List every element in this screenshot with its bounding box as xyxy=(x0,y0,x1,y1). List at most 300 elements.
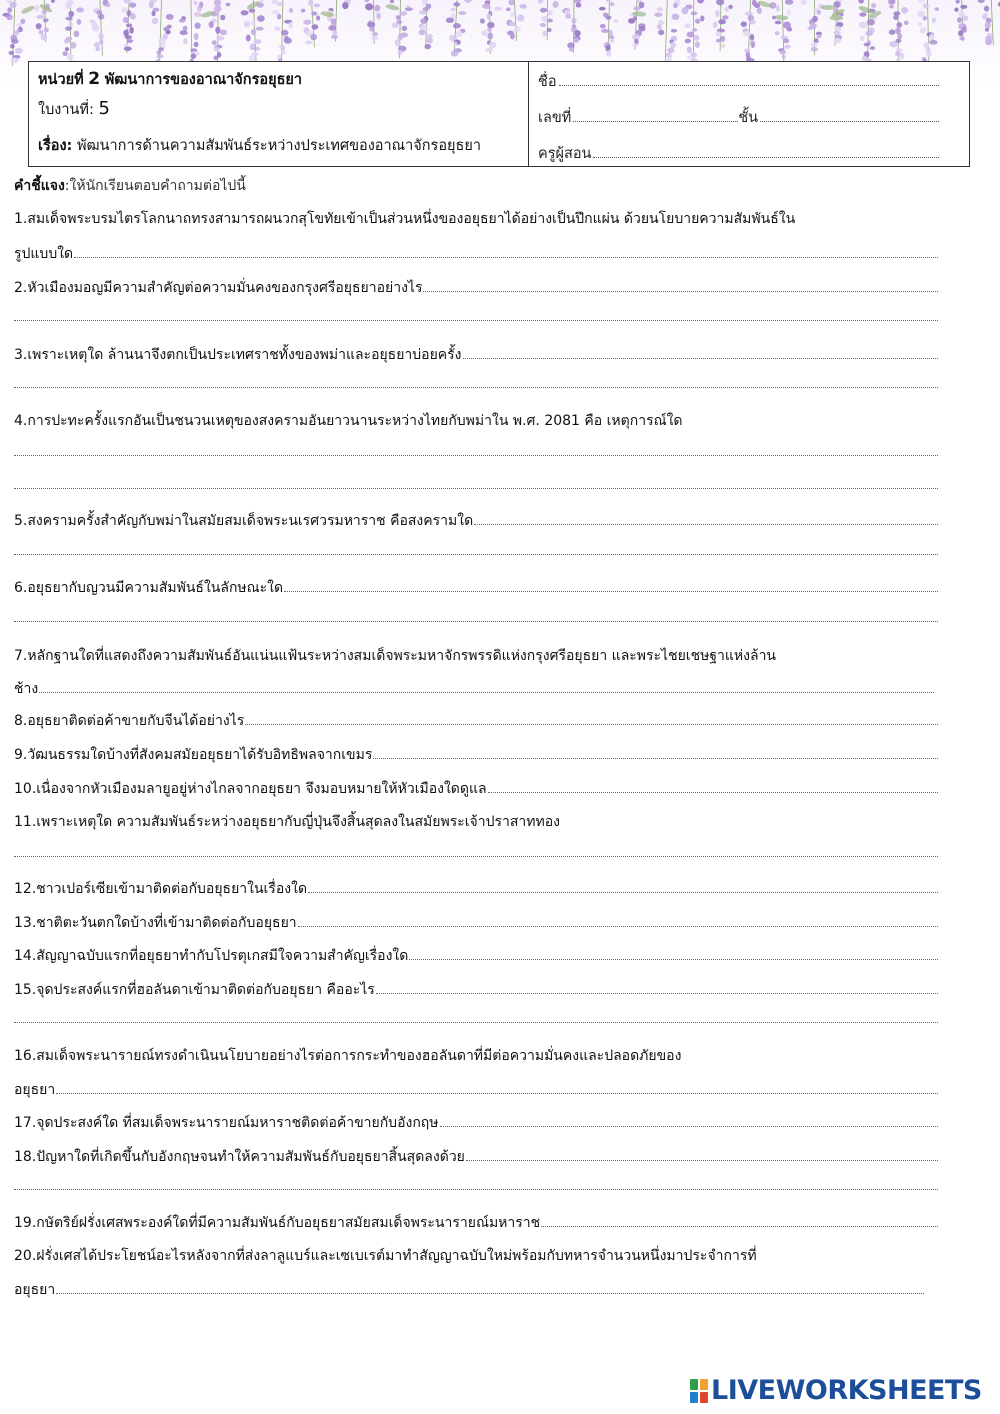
wisteria-petal xyxy=(601,29,609,33)
wisteria-petal xyxy=(11,39,19,44)
wisteria-petal xyxy=(191,53,197,59)
wisteria-petal xyxy=(811,47,818,52)
wisteria-petal xyxy=(576,3,582,8)
wisteria-petal xyxy=(610,2,614,6)
wisteria-petal xyxy=(609,35,615,39)
wisteria-petal xyxy=(978,0,985,3)
liveworksheets-logo-icon xyxy=(690,1379,708,1403)
wisteria-petal xyxy=(984,6,989,12)
wisteria-petal xyxy=(918,0,925,2)
sheet-label: ใบงานที่: xyxy=(38,102,94,118)
wisteria-petal xyxy=(613,19,619,23)
wisteria-petal xyxy=(39,30,44,35)
wisteria-petal xyxy=(599,7,606,11)
wisteria-petal xyxy=(565,13,571,18)
question-text: 1.สมเด็จพระบรมไตรโลกนาถทรงสามารถผนวกสุโขทัยเข้าเป็นส่วนหนึ่งของอยุธยาได้อย่างเป็นปึกแผ่น ด้วยนโยบายความสัมพันธ์ใน xyxy=(14,211,796,227)
question-text: 9.วัฒนธรรมใดบ้างที่สังคมสมัยอยุธยาได้รับอิทธิพลจากเขมร xyxy=(14,747,373,763)
wisteria-petal xyxy=(284,37,292,43)
wisteria-petal xyxy=(149,1,154,8)
wisteria-petal xyxy=(251,20,255,25)
wisteria-petal xyxy=(959,37,964,41)
answer-line[interactable] xyxy=(14,553,938,555)
wisteria-petal xyxy=(775,31,780,35)
wisteria-petal xyxy=(215,27,220,34)
question-13[interactable] xyxy=(14,912,938,934)
answer-blank[interactable] xyxy=(440,1115,939,1127)
answer-blank[interactable] xyxy=(245,713,938,725)
wisteria-petal xyxy=(658,20,664,25)
wisteria-petal xyxy=(7,7,12,13)
question-text: 10.เนื่องจากหัวเมืองมลายูอยู่ห่างไกลจากอยุธยา จึงมอบหมายให้หัวเมืองใดดูแล xyxy=(14,781,487,797)
wisteria-petal xyxy=(923,16,927,20)
wisteria-petal xyxy=(158,38,166,44)
wisteria-petal xyxy=(36,23,42,29)
instructions-label: คำชี้แจง xyxy=(14,178,65,194)
wisteria-petal xyxy=(900,53,905,60)
wisteria-petal xyxy=(51,0,55,3)
wisteria-petal xyxy=(836,22,843,27)
wisteria-petal xyxy=(152,11,156,17)
topic-line xyxy=(38,134,481,157)
question-text: 8.อยุธยาติดต่อค้าขายกับจีนได้อย่างไร xyxy=(14,713,245,729)
wisteria-petal xyxy=(684,23,691,28)
wisteria-petal xyxy=(751,42,755,48)
question-5[interactable] xyxy=(14,510,938,532)
wisteria-petal xyxy=(96,47,100,51)
question-6[interactable] xyxy=(14,577,938,599)
wisteria-petal xyxy=(695,41,700,48)
question-text: 13.ชาติตะวันตกใดบ้างที่เข้ามาติดต่อกับอยุธยา xyxy=(14,915,297,931)
wisteria-petal xyxy=(369,26,374,31)
wisteria-petal xyxy=(506,7,511,11)
worksheet-header xyxy=(28,61,970,167)
question-1-cont[interactable] xyxy=(14,243,938,265)
wisteria-petal xyxy=(64,39,70,44)
wisteria-petal xyxy=(99,34,104,41)
question-9[interactable] xyxy=(14,744,938,766)
wisteria-petal xyxy=(923,3,929,9)
wisteria-petal xyxy=(743,31,751,37)
wisteria-petal xyxy=(482,4,490,9)
wisteria-petal xyxy=(36,15,43,19)
wisteria-petal xyxy=(426,34,433,38)
wisteria-petal xyxy=(68,11,74,17)
wisteria-petal xyxy=(520,4,527,9)
wisteria-petal xyxy=(451,8,456,12)
wisteria-petal xyxy=(957,17,962,23)
wisteria-petal xyxy=(10,58,18,63)
liveworksheets-logo[interactable] xyxy=(690,1375,982,1406)
wisteria-petal xyxy=(33,5,39,12)
wisteria-petal xyxy=(402,26,408,31)
wisteria-petal xyxy=(395,42,400,47)
wisteria-petal xyxy=(301,9,306,13)
question-text: อยุธยา xyxy=(14,1282,56,1298)
wisteria-petal xyxy=(98,14,105,20)
wisteria-petal xyxy=(489,42,496,49)
wisteria-leaf xyxy=(20,4,35,15)
wisteria-petal xyxy=(99,40,103,44)
wisteria-petal xyxy=(124,46,132,50)
wisteria-petal xyxy=(833,31,840,35)
wisteria-petal xyxy=(898,33,903,40)
header-info xyxy=(29,62,529,166)
wisteria-petal xyxy=(485,48,493,52)
wisteria-petal xyxy=(787,9,791,15)
instructions-text: :ให้นักเรียนตอบคำถามต่อไปนี้ xyxy=(64,178,246,194)
class-blank[interactable] xyxy=(760,109,939,122)
wisteria-petal xyxy=(716,32,722,37)
question-text: 4.การปะทะครั้งแรกอันเป็นชนวนเหตุของสงครามอันยาวนานระหว่างไทยกับพม่าใน พ.ศ. 2081 คือ เหตุการณ์ใด xyxy=(14,413,683,429)
wisteria-petal xyxy=(9,51,15,55)
question-12[interactable] xyxy=(14,878,938,900)
question-2[interactable] xyxy=(14,277,938,299)
wisteria-petal xyxy=(374,5,380,12)
wisteria-petal xyxy=(681,7,688,14)
wisteria-petal xyxy=(14,30,19,35)
wisteria-petal xyxy=(958,30,963,36)
wisteria-petal xyxy=(954,8,958,12)
wisteria-petal xyxy=(870,46,875,50)
wisteria-petal xyxy=(183,38,188,44)
wisteria-petal xyxy=(750,34,754,41)
wisteria-petal xyxy=(573,37,579,43)
wisteria-petal xyxy=(780,50,787,55)
wisteria-petal xyxy=(901,7,908,13)
wisteria-petal xyxy=(654,13,662,17)
wisteria-petal xyxy=(509,22,516,26)
answer-blank[interactable] xyxy=(56,1082,938,1094)
wisteria-petal xyxy=(453,42,458,46)
answer-line[interactable] xyxy=(14,1021,938,1023)
wisteria-petal xyxy=(985,28,989,32)
answer-line[interactable] xyxy=(14,386,938,388)
wisteria-petal xyxy=(610,39,615,43)
question-text: 11.เพราะเหตุใด ความสัมพันธ์ระหว่างอยุธยากับญี่ปุ่นจึงสิ้นสุดลงในสมัยพระเจ้าปราสาททอง xyxy=(14,814,560,830)
wisteria-petal xyxy=(889,5,894,9)
wisteria-petal xyxy=(494,7,501,11)
wisteria-petal xyxy=(782,55,786,59)
question-text: รูปแบบใด xyxy=(14,246,74,262)
wisteria-petal xyxy=(888,0,895,5)
wisteria-petal xyxy=(864,43,871,47)
wisteria-petal xyxy=(213,56,218,61)
unit-line xyxy=(38,68,302,91)
wisteria-petal xyxy=(867,19,875,26)
teacher-field[interactable] xyxy=(538,142,939,165)
wisteria-petal xyxy=(65,2,72,8)
wisteria-petal xyxy=(785,0,793,5)
wisteria-petal xyxy=(254,39,262,44)
wisteria-petal xyxy=(697,0,704,3)
wisteria-petal xyxy=(165,30,170,35)
answer-blank[interactable] xyxy=(56,1282,924,1294)
wisteria-petal xyxy=(487,13,491,20)
wisteria-petal xyxy=(858,0,863,4)
answer-blank[interactable] xyxy=(541,1215,938,1227)
answer-blank[interactable] xyxy=(308,881,938,893)
wisteria-petal xyxy=(693,35,699,41)
wisteria-petal xyxy=(692,28,697,32)
wisteria-petal xyxy=(241,10,249,15)
wisteria-petal xyxy=(487,28,491,32)
wisteria-petal xyxy=(220,29,227,35)
wisteria-petal xyxy=(123,0,131,4)
wisteria-petal xyxy=(700,15,704,21)
number-class-field[interactable] xyxy=(538,106,939,129)
wisteria-petal xyxy=(728,5,733,9)
answer-line[interactable] xyxy=(14,1188,938,1190)
answer-blank[interactable] xyxy=(373,747,938,759)
question-18[interactable] xyxy=(14,1146,938,1168)
answer-line[interactable] xyxy=(14,454,938,456)
wisteria-petal xyxy=(784,45,791,49)
wisteria-petal xyxy=(74,31,80,38)
question-3[interactable] xyxy=(14,344,938,366)
wisteria-petal xyxy=(121,7,127,12)
name-blank[interactable] xyxy=(559,73,939,86)
answer-line[interactable] xyxy=(14,319,938,321)
question-16-cont[interactable] xyxy=(14,1079,938,1101)
wisteria-petal xyxy=(569,47,574,52)
wisteria-petal xyxy=(209,21,214,28)
question-11 xyxy=(14,811,938,833)
wisteria-petal xyxy=(214,6,222,12)
answer-blank[interactable] xyxy=(474,513,938,525)
wisteria-petal xyxy=(43,18,49,22)
wisteria-petal xyxy=(365,3,373,10)
class-label: ชั้น xyxy=(738,110,759,126)
wisteria-petal xyxy=(835,26,841,31)
unit-title: พัฒนาการของอาณาจักรอยุธยา xyxy=(104,72,303,88)
wisteria-petal xyxy=(289,8,293,13)
question-8[interactable] xyxy=(14,710,938,732)
wisteria-petal xyxy=(749,20,756,24)
wisteria-petal xyxy=(487,32,493,39)
wisteria-petal xyxy=(281,30,288,36)
wisteria-petal xyxy=(105,3,110,7)
wisteria-petal xyxy=(303,19,311,24)
question-text: 5.สงครามครั้งสำคัญกับพม่าในสมัยสมเด็จพระนเรศวรมหาราช คือสงครามใด xyxy=(14,513,474,529)
topic-text: พัฒนาการด้านความสัมพันธ์ระหว่างประเทศของอาณาจักรอยุธยา xyxy=(76,138,482,154)
answer-blank[interactable] xyxy=(39,681,934,693)
wisteria-petal xyxy=(328,25,336,30)
wisteria-petal xyxy=(44,27,49,32)
wisteria-petal xyxy=(65,26,72,30)
wisteria-petal xyxy=(553,1,559,8)
wisteria-petal xyxy=(9,2,16,8)
wisteria-leaf xyxy=(385,3,400,11)
answer-blank[interactable] xyxy=(298,915,938,927)
wisteria-petal xyxy=(514,26,521,32)
wisteria-petal xyxy=(628,18,635,24)
name-field[interactable] xyxy=(538,70,939,93)
wisteria-petal xyxy=(129,2,136,7)
wisteria-petal xyxy=(41,34,47,41)
question-text: 2.หัวเมืองมอญมีความสำคัญต่อความมั่นคงของกรุงศรีอยุธยาอย่างไร xyxy=(14,280,423,296)
wisteria-petal xyxy=(865,31,872,36)
question-7 xyxy=(14,645,938,667)
wisteria-petal xyxy=(540,8,547,13)
wisteria-petal xyxy=(194,12,202,17)
answer-blank[interactable] xyxy=(376,982,938,994)
wisteria-petal xyxy=(256,27,264,31)
wisteria-petal xyxy=(671,42,676,48)
wisteria-petal xyxy=(216,36,224,41)
question-17[interactable] xyxy=(14,1112,938,1134)
wisteria-petal xyxy=(606,0,611,2)
number-label: เลขที่ xyxy=(538,110,572,126)
wisteria-petal xyxy=(811,42,818,47)
wisteria-petal xyxy=(721,44,726,48)
student-fields xyxy=(529,62,969,166)
question-20-cont[interactable] xyxy=(14,1279,924,1301)
wisteria-petal xyxy=(342,2,348,9)
wisteria-petal xyxy=(671,29,677,33)
wisteria-petal xyxy=(801,0,807,5)
wisteria-petal xyxy=(419,10,427,14)
wisteria-petal xyxy=(722,15,729,19)
name-label: ชื่อ xyxy=(538,74,557,90)
wisteria-petal xyxy=(918,22,922,27)
wisteria-petal xyxy=(249,9,256,13)
wisteria-petal xyxy=(923,42,929,48)
wisteria-leaf xyxy=(774,15,788,21)
wisteria-petal xyxy=(893,15,899,20)
wisteria-petal xyxy=(397,50,402,55)
wisteria-petal xyxy=(425,44,432,49)
question-15[interactable] xyxy=(14,979,938,1001)
question-7-cont[interactable] xyxy=(14,678,934,700)
answer-line[interactable] xyxy=(14,855,938,857)
sheet-number: 5 xyxy=(98,98,110,119)
wisteria-petal xyxy=(657,7,663,11)
wisteria-petal xyxy=(932,17,936,23)
wisteria-petal xyxy=(985,22,991,29)
question-text: 16.สมเด็จพระนารายณ์ทรงดำเนินนโยบายอย่างไรต่อการกระทำของฮอลันดาที่มีต่อความมั่นคงและปลอดภัยของ xyxy=(14,1048,682,1064)
wisteria-petal xyxy=(960,5,967,9)
wisteria-petal xyxy=(542,31,547,37)
wisteria-petal xyxy=(6,14,12,20)
wisteria-petal xyxy=(316,15,320,20)
wisteria-petal xyxy=(926,51,931,57)
answer-line[interactable] xyxy=(14,620,938,622)
answer-blank[interactable] xyxy=(466,1149,938,1161)
wisteria-stem xyxy=(311,0,314,47)
wisteria-petal xyxy=(834,38,841,44)
wisteria-petal xyxy=(757,7,762,13)
teacher-blank[interactable] xyxy=(593,145,939,158)
question-19[interactable] xyxy=(14,1212,938,1234)
wisteria-petal xyxy=(257,15,265,22)
wisteria-petal xyxy=(481,30,487,36)
wisteria-petal xyxy=(156,50,161,54)
question-1 xyxy=(14,208,938,230)
wisteria-petal xyxy=(311,24,318,29)
wisteria-petal xyxy=(405,7,413,11)
question-20 xyxy=(14,1245,938,1267)
wisteria-petal xyxy=(896,22,902,28)
answer-line[interactable] xyxy=(14,487,938,489)
wisteria-petal xyxy=(929,40,937,45)
question-text: 15.จุดประสงค์แรกที่ฮอลันดาเข้ามาติดต่อกับอยุธยา คืออะไร xyxy=(14,982,375,998)
wisteria-petal xyxy=(775,21,782,25)
question-text: ช้าง xyxy=(14,681,39,697)
wisteria-petal xyxy=(547,19,553,23)
wisteria-petal xyxy=(197,5,202,11)
wisteria-petal xyxy=(244,21,251,27)
question-text: 7.หลักฐานใดที่แสดงถึงความสัมพันธ์อันแน่นแฟ้นระหว่างสมเด็จพระมหาจักรพรรดิแห่งกรุงศรีอยุธยา และพระไชยเชษฐาแห่งล้าน xyxy=(14,648,777,664)
wisteria-petal xyxy=(166,14,174,20)
wisteria-petal xyxy=(392,23,399,28)
wisteria-petal xyxy=(77,19,82,25)
wisteria-petal xyxy=(310,34,317,40)
wisteria-petal xyxy=(538,0,543,3)
wisteria-petal xyxy=(331,35,338,39)
wisteria-petal xyxy=(817,10,821,15)
wisteria-petal xyxy=(600,24,606,29)
wisteria-petal xyxy=(456,30,463,37)
wisteria-petal xyxy=(289,22,293,29)
wisteria-petal xyxy=(904,21,909,25)
wisteria-petal xyxy=(371,35,378,40)
wisteria-petal xyxy=(859,21,867,28)
wisteria-petal xyxy=(871,3,876,8)
question-14[interactable] xyxy=(14,945,938,967)
wisteria-petal xyxy=(920,27,927,34)
answer-blank[interactable] xyxy=(409,948,938,960)
wisteria-petal xyxy=(715,10,719,17)
wisteria-petal xyxy=(194,42,199,47)
wisteria-petal xyxy=(453,2,460,7)
wisteria-petal xyxy=(62,51,67,56)
answer-blank[interactable] xyxy=(284,580,938,592)
wisteria-petal xyxy=(716,39,721,43)
wisteria-petal xyxy=(658,29,664,35)
wisteria-petal xyxy=(720,36,725,43)
wisteria-petal xyxy=(15,48,23,54)
wisteria-petal xyxy=(446,18,454,23)
answer-blank[interactable] xyxy=(74,246,938,258)
wisteria-petal xyxy=(725,7,729,12)
wisteria-petal xyxy=(194,33,199,40)
wisteria-petal xyxy=(212,40,217,45)
topic-label: เรื่อง: xyxy=(38,138,73,154)
wisteria-petal xyxy=(253,47,260,51)
wisteria-petal xyxy=(305,41,312,45)
wisteria-petal xyxy=(251,29,256,35)
wisteria-petal xyxy=(331,18,336,25)
wisteria-petal xyxy=(510,33,515,39)
answer-blank[interactable] xyxy=(488,781,938,793)
number-blank[interactable] xyxy=(573,109,738,122)
wisteria-petal xyxy=(783,39,789,44)
question-text: 6.อยุธยากับญวนมีความสัมพันธ์ในลักษณะใด xyxy=(14,580,284,596)
answer-blank[interactable] xyxy=(423,280,938,292)
sheet-line xyxy=(38,98,110,121)
question-text: 17.จุดประสงค์ใด ที่สมเด็จพระนารายณ์มหาราชติดต่อค้าขายกับอังกฤษ xyxy=(14,1115,439,1131)
wisteria-leaf xyxy=(200,10,215,18)
wisteria-petal xyxy=(547,10,553,15)
wisteria-petal xyxy=(510,12,514,18)
wisteria-petal xyxy=(179,19,186,23)
wisteria-petal xyxy=(574,30,581,36)
wisteria-stem xyxy=(720,0,721,51)
answer-blank[interactable] xyxy=(463,347,938,359)
instructions xyxy=(14,175,246,197)
wisteria-petal xyxy=(67,53,74,60)
question-10[interactable] xyxy=(14,778,938,800)
